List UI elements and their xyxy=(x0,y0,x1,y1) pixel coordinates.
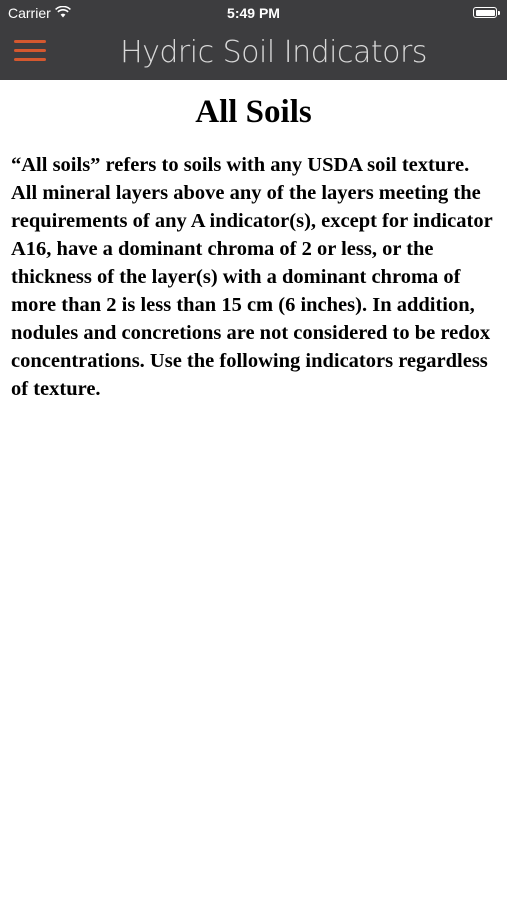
carrier-label: Carrier xyxy=(8,5,51,21)
content-area xyxy=(0,80,507,403)
status-bar xyxy=(0,0,507,28)
navigation-bar xyxy=(0,28,507,80)
page-title: All Soils xyxy=(195,94,312,130)
battery-icon xyxy=(473,7,497,18)
description-paragraph: “All soils” refers to soils with any USDA soil texture. All mineral layers above any of the layers meeting the requirements of any A indicator(s), except for indicator A16, have a dominant chroma of 2 or less, or the thickness of the layer(s) with a dominant chroma of more than 2 is less than 15 cm (6 inches). In addition, nodules and concretions are not considered to be redox concentrations. Use the following indicators regardless of texture. xyxy=(11,154,493,400)
status-time: 5:49 PM xyxy=(227,5,280,21)
nav-title: Hydric Soil Indicators xyxy=(120,35,427,70)
hamburger-menu-icon[interactable] xyxy=(14,40,46,66)
